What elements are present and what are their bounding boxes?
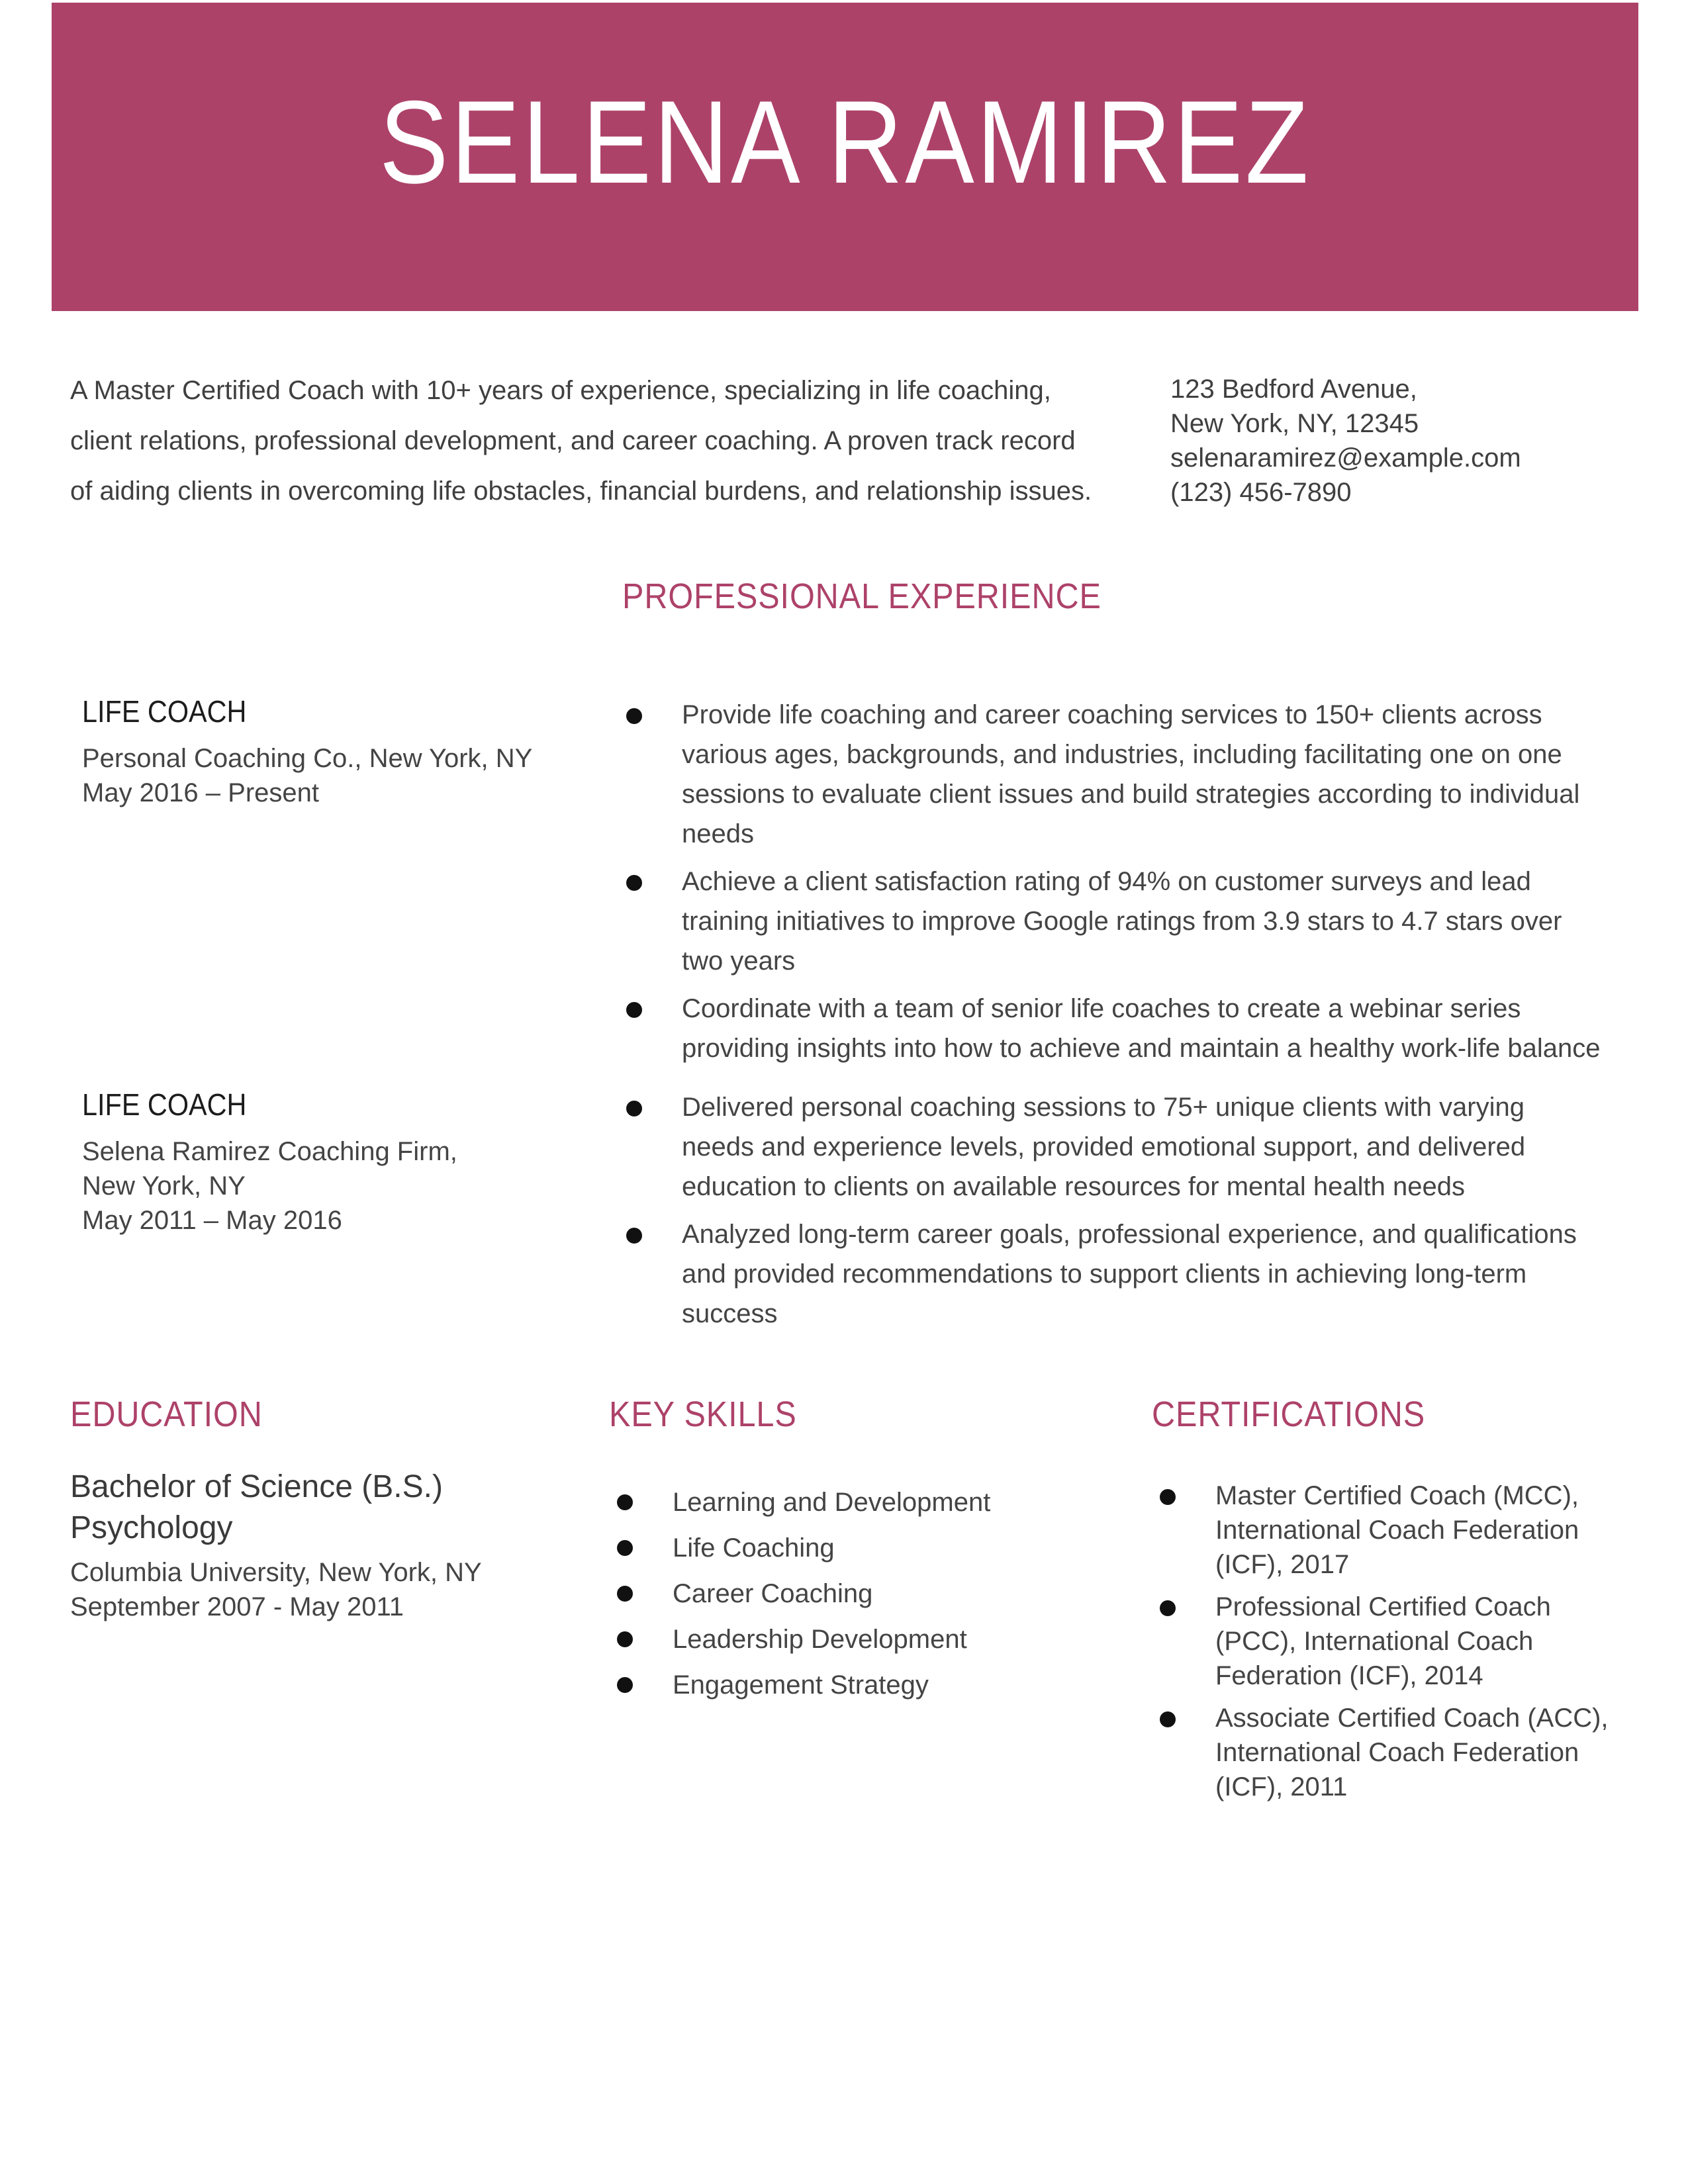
contact-block — [1170, 372, 1521, 510]
summary-paragraph: A Master Certified Coach with 10+ years of experience, specializing in life coaching, client relations, professional development, and career coaching. A proven track record of aiding clients in overcoming life obstacles, financial burdens, and relationship issues. — [70, 376, 1092, 506]
job-bullet: Delivered personal coaching sessions to 75+ unique clients with varying needs and experience levels, provided emotional support, and delivered education to clients on available resources for mental health needs — [616, 1087, 1602, 1206]
degree-major: Psychology — [70, 1510, 233, 1545]
job-bullet: Achieve a client satisfaction rating of 94% on customer surveys and lead training initiatives to improve Google ratings from 3.9 stars to 4.7 stars over two years — [616, 862, 1602, 981]
education-block — [70, 1467, 482, 1624]
address-line-1: 123 Bedford Avenue, — [1170, 375, 1417, 404]
skills-list — [609, 1480, 990, 1708]
candidate-name: SELENA RAMIREZ — [379, 76, 1311, 208]
job-title: LIFE COACH — [82, 694, 247, 729]
degree-name: Bachelor of Science (B.S.) — [70, 1469, 443, 1504]
certification-item: Professional Certified Coach (PCC), International Coach Federation (ICF), 2014 — [1152, 1590, 1628, 1693]
company-location: New York, NY — [82, 1171, 246, 1201]
job-title: LIFE COACH — [82, 1087, 247, 1122]
skill-item: Life Coaching — [609, 1525, 990, 1571]
job-bullet: Provide life coaching and career coaching services to 150+ clients across various ages, backgrounds, and industries, including facilitating one on one sessions to evaluate client issues and build strategies according to individual needs — [616, 695, 1602, 854]
job-meta — [82, 741, 532, 810]
certification-item: Master Certified Coach (MCC), International Coach Federation (ICF), 2017 — [1152, 1479, 1628, 1582]
school-name: Columbia University, New York, NY — [70, 1558, 482, 1587]
job-bullets — [616, 695, 1602, 1076]
company-name: Personal Coaching Co., New York, NY — [82, 744, 533, 773]
header-banner — [52, 3, 1638, 311]
job-bullets — [616, 1087, 1602, 1342]
email-address: selenaramirez@example.com — [1170, 443, 1521, 473]
experience-heading: PROFESSIONAL EXPERIENCE — [622, 576, 1102, 616]
certification-item: Associate Certified Coach (ACC), International Coach Federation (ICF), 2011 — [1152, 1701, 1628, 1804]
skill-item: Engagement Strategy — [609, 1662, 990, 1708]
job-bullet: Analyzed long-term career goals, professional experience, and qualifications and provided recommendations to support clients in achieving long-term success — [616, 1214, 1602, 1334]
skill-item: Career Coaching — [609, 1571, 990, 1617]
skill-item: Leadership Development — [609, 1617, 990, 1662]
education-heading: EDUCATION — [70, 1394, 263, 1434]
phone-number: (123) 456-7890 — [1170, 478, 1352, 507]
address-line-2: New York, NY, 12345 — [1170, 409, 1419, 438]
company-name: Selena Ramirez Coaching Firm, — [82, 1137, 457, 1166]
job-dates: May 2011 – May 2016 — [82, 1206, 342, 1235]
education-dates: September 2007 - May 2011 — [70, 1592, 404, 1621]
job-meta — [82, 1134, 457, 1238]
job-dates: May 2016 – Present — [82, 778, 319, 807]
skills-heading: KEY SKILLS — [609, 1394, 797, 1434]
skill-item: Learning and Development — [609, 1480, 990, 1525]
job-bullet: Coordinate with a team of senior life coaches to create a webinar series providing insights into how to achieve and maintain a healthy work-life balance — [616, 989, 1602, 1068]
certifications-heading: CERTIFICATIONS — [1152, 1394, 1426, 1434]
certifications-list — [1152, 1479, 1628, 1812]
